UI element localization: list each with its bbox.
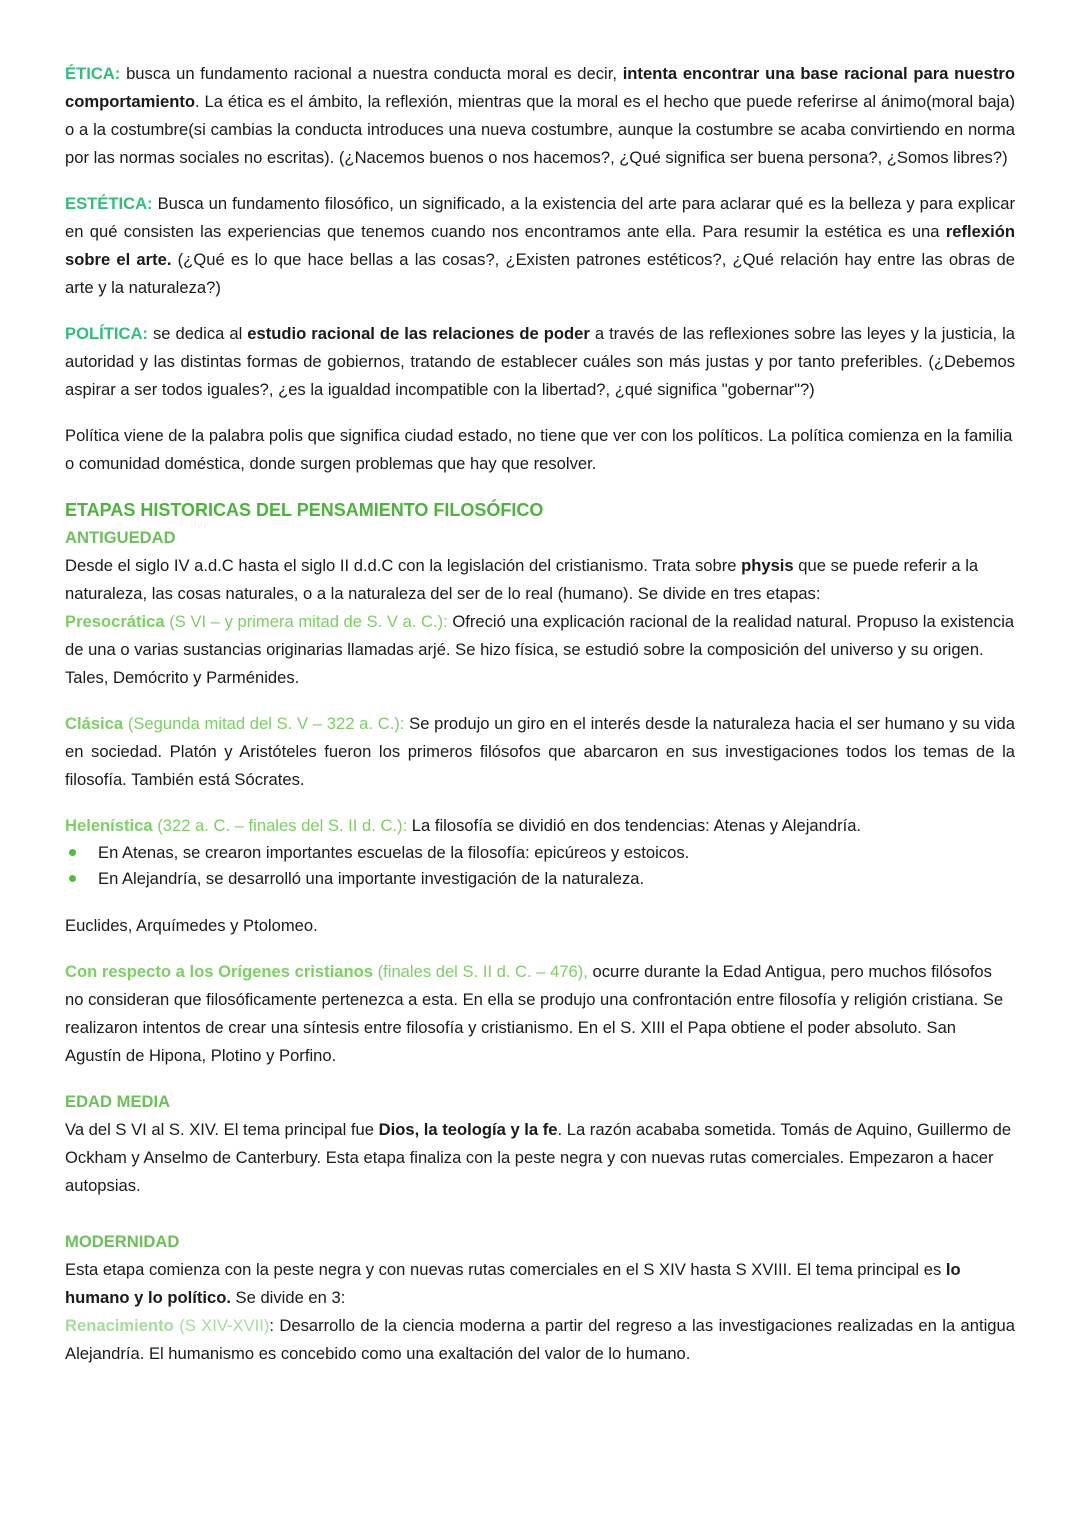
estetica-paragraph: ESTÉTICA: Busca un fundamento filosófico, un significado, a la existencia del arte para aclarar qué es la belleza y para explicar en qué consisten las experiencias que tenemos cuando nos encontramos ante ella. Para resumir la estética es una reflexión sobre el arte. (¿Qué es lo que hace bellas a las cosas?, ¿Existen patrones estéticos?, ¿Qué relación hay entre las obras de arte y la naturaleza?)	[65, 194, 1015, 297]
modernidad-paragraph: Esta etapa comienza con la peste negra y con nuevas rutas comerciales en el S XIV hasta S XVIII. El tema principal es lo humano y lo político. Se divide en 3:	[65, 1260, 961, 1307]
antiguedad-heading: ANTIGUEDAD	[65, 528, 176, 547]
helenistica-bullets	[65, 840, 1015, 892]
politica-paragraph: POLÍTICA: se dedica al estudio racional de las relaciones de poder a través de las reflexiones sobre las leyes y la justicia, la autoridad y las distintas formas de gobiernos, tratando de establecer cuáles son más justas y por tanto preferibles. (¿Debemos aspirar a ser todos iguales?, ¿es la igualdad incompatible con la libertad?, ¿qué significa "gobernar"?)	[65, 324, 1015, 399]
etapas-heading: ETAPAS HISTORICAS DEL PENSAMIENTO FILOSÓFICO	[65, 500, 544, 520]
helenistica-paragraph: Helenística (322 a. C. – finales del S. II d. C.): La filosofía se dividió en dos tendencias: Atenas y Alejandría.	[65, 816, 862, 835]
estetica-term: ESTÉTICA:	[65, 194, 153, 213]
bullet-icon	[69, 875, 76, 882]
presocratica-term: Presocrática	[65, 612, 165, 631]
helenistica-names: Euclides, Arquímedes y Ptolomeo.	[65, 916, 318, 935]
etica-paragraph: ÉTICA: busca un fundamento racional a nuestra conducta moral es decir, intenta encontrar una base racional para nuestro comportamiento. La ética es el ámbito, la reflexión, mientras que la moral es el hecho que puede referirse al ánimo(moral baja) o a la costumbre(si cambias la conducta introduces una nueva costumbre, aunque la costumbre se acaba convirtiendo en norma por las normas sociales no escritas). (¿Nacemos buenos o nos hacemos?, ¿Qué significa ser buena persona?, ¿Somos libres?)	[65, 64, 1015, 167]
list-item: En Alejandría, se desarrolló una importante investigación de la naturaleza.	[65, 866, 1015, 892]
etica-term: ÉTICA:	[65, 64, 121, 83]
bullet-icon	[69, 849, 76, 856]
edad-media-heading: EDAD MEDIA	[65, 1092, 171, 1111]
document-page	[65, 60, 1015, 1368]
list-item: En Atenas, se crearon importantes escuelas de la filosofía: epicúreos y estoicos.	[65, 840, 1015, 866]
edad-media-paragraph: Va del S VI al S. XIV. El tema principal fue Dios, la teología y la fe. La razón acababa sometida. Tomás de Aquino, Guillermo de Ockham y Anselmo de Canterbury. Esta etapa finaliza con la peste negra y con nuevas rutas comerciales. Empezaron a hacer autopsias.	[65, 1120, 1012, 1195]
origenes-term: Con respecto a los Orígenes cristianos	[65, 962, 374, 981]
presocratica-paragraph: Presocrática (S VI – y primera mitad de S. V a. C.): Ofreció una explicación racional de la realidad natural. Propuso la existencia de una o varias sustancias originarias llamadas arjé. Se hizo física, se estudió sobre la composición del universo y su origen. Tales, Demócrito y Parménides.	[65, 612, 1015, 687]
renacimiento-term: Renacimiento	[65, 1316, 174, 1335]
origenes-paragraph: Con respecto a los Orígenes cristianos (finales del S. II d. C. – 476), ocurre durante la Edad Antigua, pero muchos filósofos no consideran que filosóficamente pertenezca a esta. En ella se produjo una confrontación entre filosofía y religión cristiana. Se realizaron intentos de crear una síntesis entre filosofía y cristianismo. En el S. XIII el Papa obtiene el poder absoluto. San Agustín de Hipona, Plotino y Porfino.	[65, 962, 1004, 1065]
clasica-paragraph: Clásica (Segunda mitad del S. V – 322 a. C.): Se produjo un giro en el interés desde la naturaleza hacia el ser humano y su vida en sociedad. Platón y Aristóteles fueron los primeros filósofos que abarcaron en sus investigaciones todos los temas de la filosofía. También está Sócrates.	[65, 714, 1015, 789]
antiguedad-intro: Desde el siglo IV a.d.C hasta el siglo II d.d.C con la legislación del cristianismo. Trata sobre physis que se puede referir a la naturaleza, las cosas naturales, o a la naturaleza del ser de lo real (humano). Se divide en tres etapas:	[65, 556, 979, 603]
helenistica-term: Helenística	[65, 816, 153, 835]
renacimiento-paragraph: Renacimiento (S XIV-XVII): Desarrollo de la ciencia moderna a partir del regreso a las investigaciones realizadas en la antigua Alejandría. El humanismo es concebido como una exaltación del valor de lo humano.	[65, 1316, 1015, 1363]
clasica-term: Clásica	[65, 714, 124, 733]
modernidad-heading: MODERNIDAD	[65, 1232, 180, 1251]
politica-term: POLÍTICA:	[65, 324, 148, 343]
politica-note: Política viene de la palabra polis que significa ciudad estado, no tiene que ver con los políticos. La política comienza en la familia o comunidad doméstica, donde surgen problemas que hay que resolver.	[65, 426, 1013, 473]
